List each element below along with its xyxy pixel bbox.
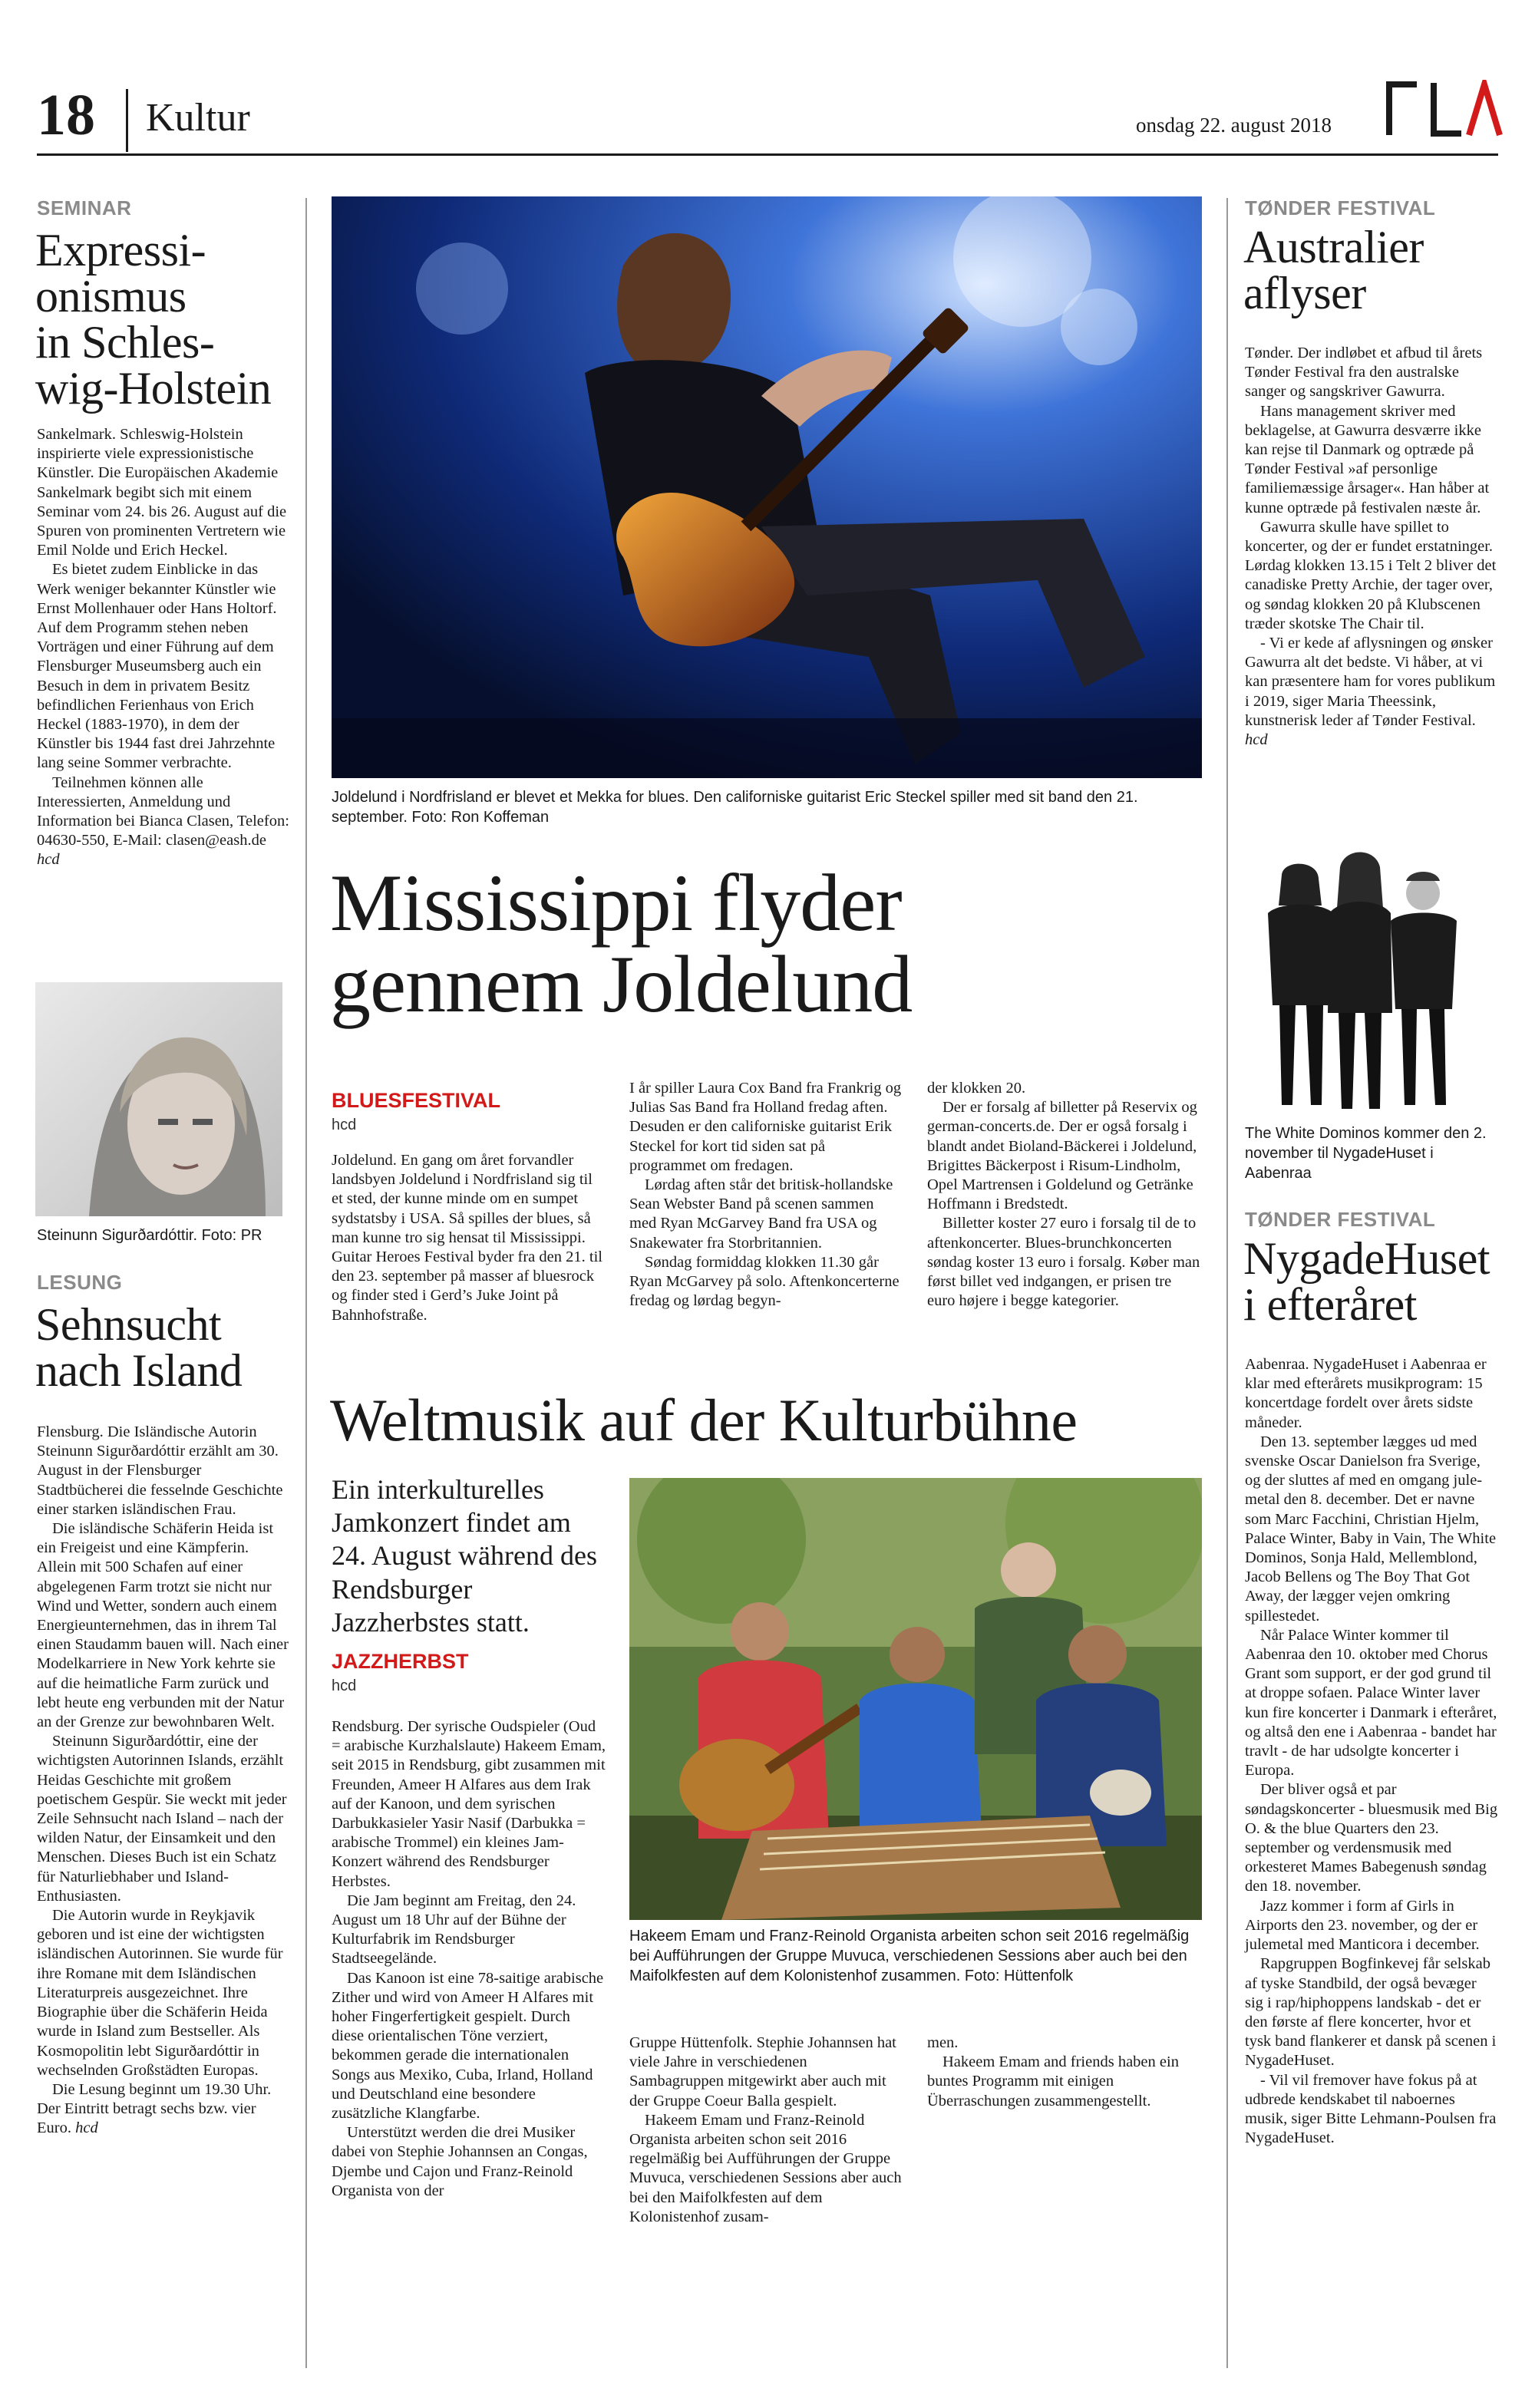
lesung-body: Flensburg. Die Isländische Autorin Steinunn Sigurðardóttir erzählt am 30. August in der Flensburger Stadtbücherei die fesselnde Geschichte einer starken isländischen Frau. Die isländische Schäferin Heida ist ein Freigeist und eine Kämpferin. Allein mit 500 Schafen auf einer abgelegenen Farm trotzt sie nicht nur Wind und Wetter, sondern auch einem Energieunternehmen, das in ihrem Tal einen Staudamm bauen will. Nach einer Modelkarriere in New York kehrte sie auf die heimatliche Farm zurück und lebt heute eng verbunden mit der Natur an der Grenze zur bewohnbaren Welt. Steinunn Sigurðardóttir, eine der wichtigsten Autorinnen Islands, erzählt Heidas Geschichte mit großem poetischem Gespür. Sie weckt mit jeder Zeile Sehnsucht nach Island – nach der wilden Natur, der Einsamkeit und den Menschen. Dieses Buch ist ein Schatz für Naturliebhaber und Island-Enthusiasten. Die Autorin wurde in Reykjavik geboren und ist eine der wichtigsten isländischen Autorinnen. Sie wurde für ihre Romane mit dem Isländischen Literaturpreis ausgezeichnet. Ihre Biographie über die Schäferin Heida wurde in Island zum Bestseller. Als Kosmopolitin lebt Sigurðardóttir in wechselnden Großstädten Europas. Die Lesung beginnt um 19.30 Uhr. Der Eintritt betragt sechs bzw. vier Euro. hcd — [37, 1423, 289, 2137]
guitarist-photo — [332, 196, 1202, 778]
band-caption: The White Dominos kommer den 2. november til NygadeHuset i Aabenraa — [1245, 1125, 1487, 1182]
header-rule — [37, 153, 1498, 156]
tonder2-body: Aabenraa. NygadeHuset i Aabenraa er klar med efterårets musikprogram: 15 koncertdage fordelt over årets sidste måneder. Den 13. september lægges ud med svenske Oscar Danielson fra Sverige, og der sluttes af med en omgang jule-metal den 8. december. Det er navne som Marc Facchini, Christian Hjelm, Palace Winter, Baby in Vain, The White Dominos, Sonja Hald, Mellemblond, Jacob Bellens og The Boy That Got Away, der lægger vejen omkring spillestedet. Når Palace Winter kommer til Aabenraa den 10. oktober med Chorus Grant som support, er der god grund til at droppe sofaen. Palace Winter laver kun fire koncerter i Danmark i efteråret, og altså den ene i Aabenraa - bandet har travlt - de har udsolgte koncerter i Europa. Der bliver også et par søndagskoncerter - bluesmusik med Big O. & the blue Quarters den 23. september og verdensmusik med orkesteret Mames Babegenush søndag den 18. november. Jazz kommer i form af Girls in Airports den 23. november, og der er julemetal med Manticora i december. Rapgruppen Bogfinkevej får selskab af tyske Standbild, der også bevæger sig i rap/hiphoppens landskab - det er den første af flere koncerter, hvor et tysk band flankerer et dansk på scenen i NygadeHuset. - Vil vil fremover have fokus på at udbrede kendskabet til naboernes musik, siger Bitte Lehmann-Poulsen fra NygadeHuset. — [1245, 1356, 1498, 2147]
tonder1-body: Tønder. Der indløbet et afbud til årets Tønder Festival fra den australske sanger og sangskriver Gawurra. Hans management skriver med beklagelse, at Gawurra desværre ikke kan rejse til Danmark og optræde på Tønder Festival »af personlige familiemæssige årsager«. Han håber at kunne optræde på festivalen næste år. Gawurra skulle have spillet to koncerter, og der er fundet erstatninger. Lørdag klokken 13.15 i Telt 2 bliver det canadiske Pretty Archie, der tager over, og søndag klokken 20 på Klubscenen træder skotske The Chair til. - Vi er kede af aflysningen og ønsker Gawurra alt det bedste. Vi håber, at vi kan præsentere ham for vores publikum i 2019, siger Maria Theessink, kunstnerisk leder af Tønder Festival. hcd — [1245, 345, 1497, 749]
header-separator — [126, 89, 128, 152]
musicians-photo — [629, 1478, 1202, 1920]
mississippi-col1: Joldelund. En gang om året forvandler landsbyen Joldelund i Nordfrisland sig til et sted, der kunne minde om en sumpet sydstatsby i USA. Så spilles der blues, så man kunne tro sig hensat til Mississippi. Guitar Heroes Festival byder fra den 21. til den 23. september på masser af bluesrock og finder sted i Gerd’s Juke Joint på Bahnhofstraße. — [332, 1152, 602, 1324]
weltmusik-col1: Rendsburg. Der syrische Oudspieler (Oud = arabische Kurzhalslaute) Hakeem Emam, seit 2015 in Rendsburg, gibt zusammen mit Freunden, Ameer H Alfares aus dem Irak auf der Kanoon, und dem syrischen Darbukkasieler Yasir Nasif (Darbukka = arabische Trommel) ein kleines Jam-Konzert während des Rendsburger Herbstes. Die Jam beginnt am Freitag, den 24. August um 18 Uhr auf der Bühne der Kulturfabrik im Rendsburger Stadtseegelände. Das Kanoon ist eine 78-saitige arabische Zither und wird von Ameer H Alfares mit hoher Fingerfertigkeit gespielt. Durch diese orientalischen Töne verziert, bekommen gerade die internationalen Songs aus Mexiko, Cuba, Irland, Holland und Deutschland eine besondere zusätzliche Klangfarbe. Unterstützt werden die drei Musiker dabei von Stephie Johannsen an Congas, Djembe und Cajon und Franz-Reinold Organista von der — [332, 1718, 606, 2199]
bluesfestival-kicker: BLUESFESTIVAL — [332, 1089, 501, 1112]
portrait-caption: Steinunn Sigurðardóttir. Foto: PR — [37, 1227, 262, 1244]
guitarist-caption: Joldelund i Nordfrisland er blevet et Mekka for blues. Den californiske guitarist Eric Steckel spiller med sit band den 21. september. Foto: Ron Koffeman — [332, 789, 1138, 826]
seminar-body: Sankelmark. Schleswig-Holstein inspirierte viele expressionistische Künstler. Die Europäischen Akademie Sankelmark begibt sich mit einem Seminar vom 24. bis 26. August auf die Spuren von prominenten Vertretern wie Emil Nolde und Erich Heckel. Es bietet zudem Einblicke in das Werk weniger bekannter Künstler wie Ernst Mollenhauer oder Hans Holtorf. Auf dem Programm stehen neben Vorträgen und einer Führung auf dem Flensburger Museumsberg auch ein Besuch in dem in privatem Besitz befindlichen Ferienhaus von Erich Heckel (1883-1970), in dem der Künstler bis 1944 fast drei Jahrzehnte lang seine Sommer verbrachte. Teilnehmen können alle Interessierten, Anmeldung und Information bei Bianca Clasen, Telefon: 04630-550, E-Mail: clasen@eash.de hcd — [37, 426, 289, 869]
mississippi-col2: I år spiller Laura Cox Band fra Frankrig og Julias Sas Band fra Holland fredag aften. Desuden er den californiske guitarist Erik Steckel for kort tid siden sat på programmet om fredagen. Lørdag aften står det britisk-hollandske Sean Webster Band på scenen sammen med Ryan McGarvey Band fra USA og Snakewater fra Storbritannien. Søndag formiddag klokken 11.30 går Ryan McGarvey på solo. Aftenkoncerterne fredag og lørdag begyn- — [629, 1080, 902, 1310]
jazzherbst-kicker: JAZZHERBST — [332, 1650, 469, 1673]
issue-date: onsdag 22. august 2018 — [1136, 114, 1332, 137]
bluesfestival-byline: hcd — [332, 1117, 357, 1133]
page-number: 18 — [37, 83, 95, 147]
weltmusik-lead: Ein interkulturelles Jamkonzert findet am 24. August während des Rendsburger Jazzherbstes statt. — [332, 1474, 597, 1638]
seminar-kicker: SEMINAR — [37, 196, 132, 219]
column-rule-left — [305, 198, 307, 2368]
tonder2-headline: NygadeHuset i efteråret — [1243, 1233, 1490, 1330]
jazzherbst-byline: hcd — [332, 1677, 357, 1694]
band-photo — [1245, 844, 1475, 1113]
newspaper-logo — [1386, 80, 1503, 138]
lesung-kicker: LESUNG — [37, 1271, 123, 1294]
mississippi-headline: Mississippi flyder gennem Joldelund — [330, 858, 913, 1029]
tonder1-headline: Australier aflyser — [1243, 222, 1424, 318]
tonder1-kicker: TØNDER FESTIVAL — [1245, 196, 1436, 219]
lesung-headline: Sehnsucht nach Island — [35, 1299, 243, 1396]
section-title: Kultur — [146, 96, 250, 140]
seminar-headline: Expressi- onismus in Schles- wig-Holstein — [35, 225, 272, 414]
weltmusik-headline: Weltmusik auf der Kulturbühne — [330, 1387, 1078, 1453]
weltmusik-col2: Gruppe Hüttenfolk. Stephie Johannsen hat viele Jahre in verschiedenen Sambagruppen mitgewirkt aber auch mit der Gruppe Coeur Balla gespielt. Hakeem Emam und Franz-Reinold Organista arbeiten schon seit 2016 regelmäßig bei Aufführungen der Gruppe Muvuca, verschiedenen Sessions aber auch bei den Maifolkfesten auf dem Kolonistenhof zusam- — [629, 2034, 902, 2225]
weltmusik-col3: men. Hakeem Emam and friends haben ein buntes Programm mit einigen Überraschungen zusammengestellt. — [927, 2034, 1179, 2109]
tonder2-kicker: TØNDER FESTIVAL — [1245, 1208, 1436, 1231]
portrait-photo — [35, 982, 282, 1216]
column-rule-right — [1226, 198, 1228, 2368]
musicians-caption: Hakeem Emam und Franz-Reinold Organista arbeiten schon seit 2016 regelmäßig bei Aufführungen der Gruppe Muvuca, verschiedenen Sessions aber auch bei den Maifolkfesten auf dem Kolonistenhof zusammen. Foto: Hüttenfolk — [629, 1928, 1190, 1984]
mississippi-col3: der klokken 20. Der er forsalg af billetter på Reservix og german-concerts.de. Der er også forsalg i blandt andet Bioland-Bäckerei i Joldelund, Brigittes Bäckerpost i Risum-Lindholm, Opel Martrensen i Goldelund og Getränke Hoffmann i Bredstedt. Billetter koster 27 euro i forsalg til de to aftenkoncerter. Blues-brunchkoncerten søndag koster 13 euro i forsalg. Køber man først billet ved indgangen, er prisen tre euro højere i begge kategorier. — [927, 1080, 1200, 1310]
